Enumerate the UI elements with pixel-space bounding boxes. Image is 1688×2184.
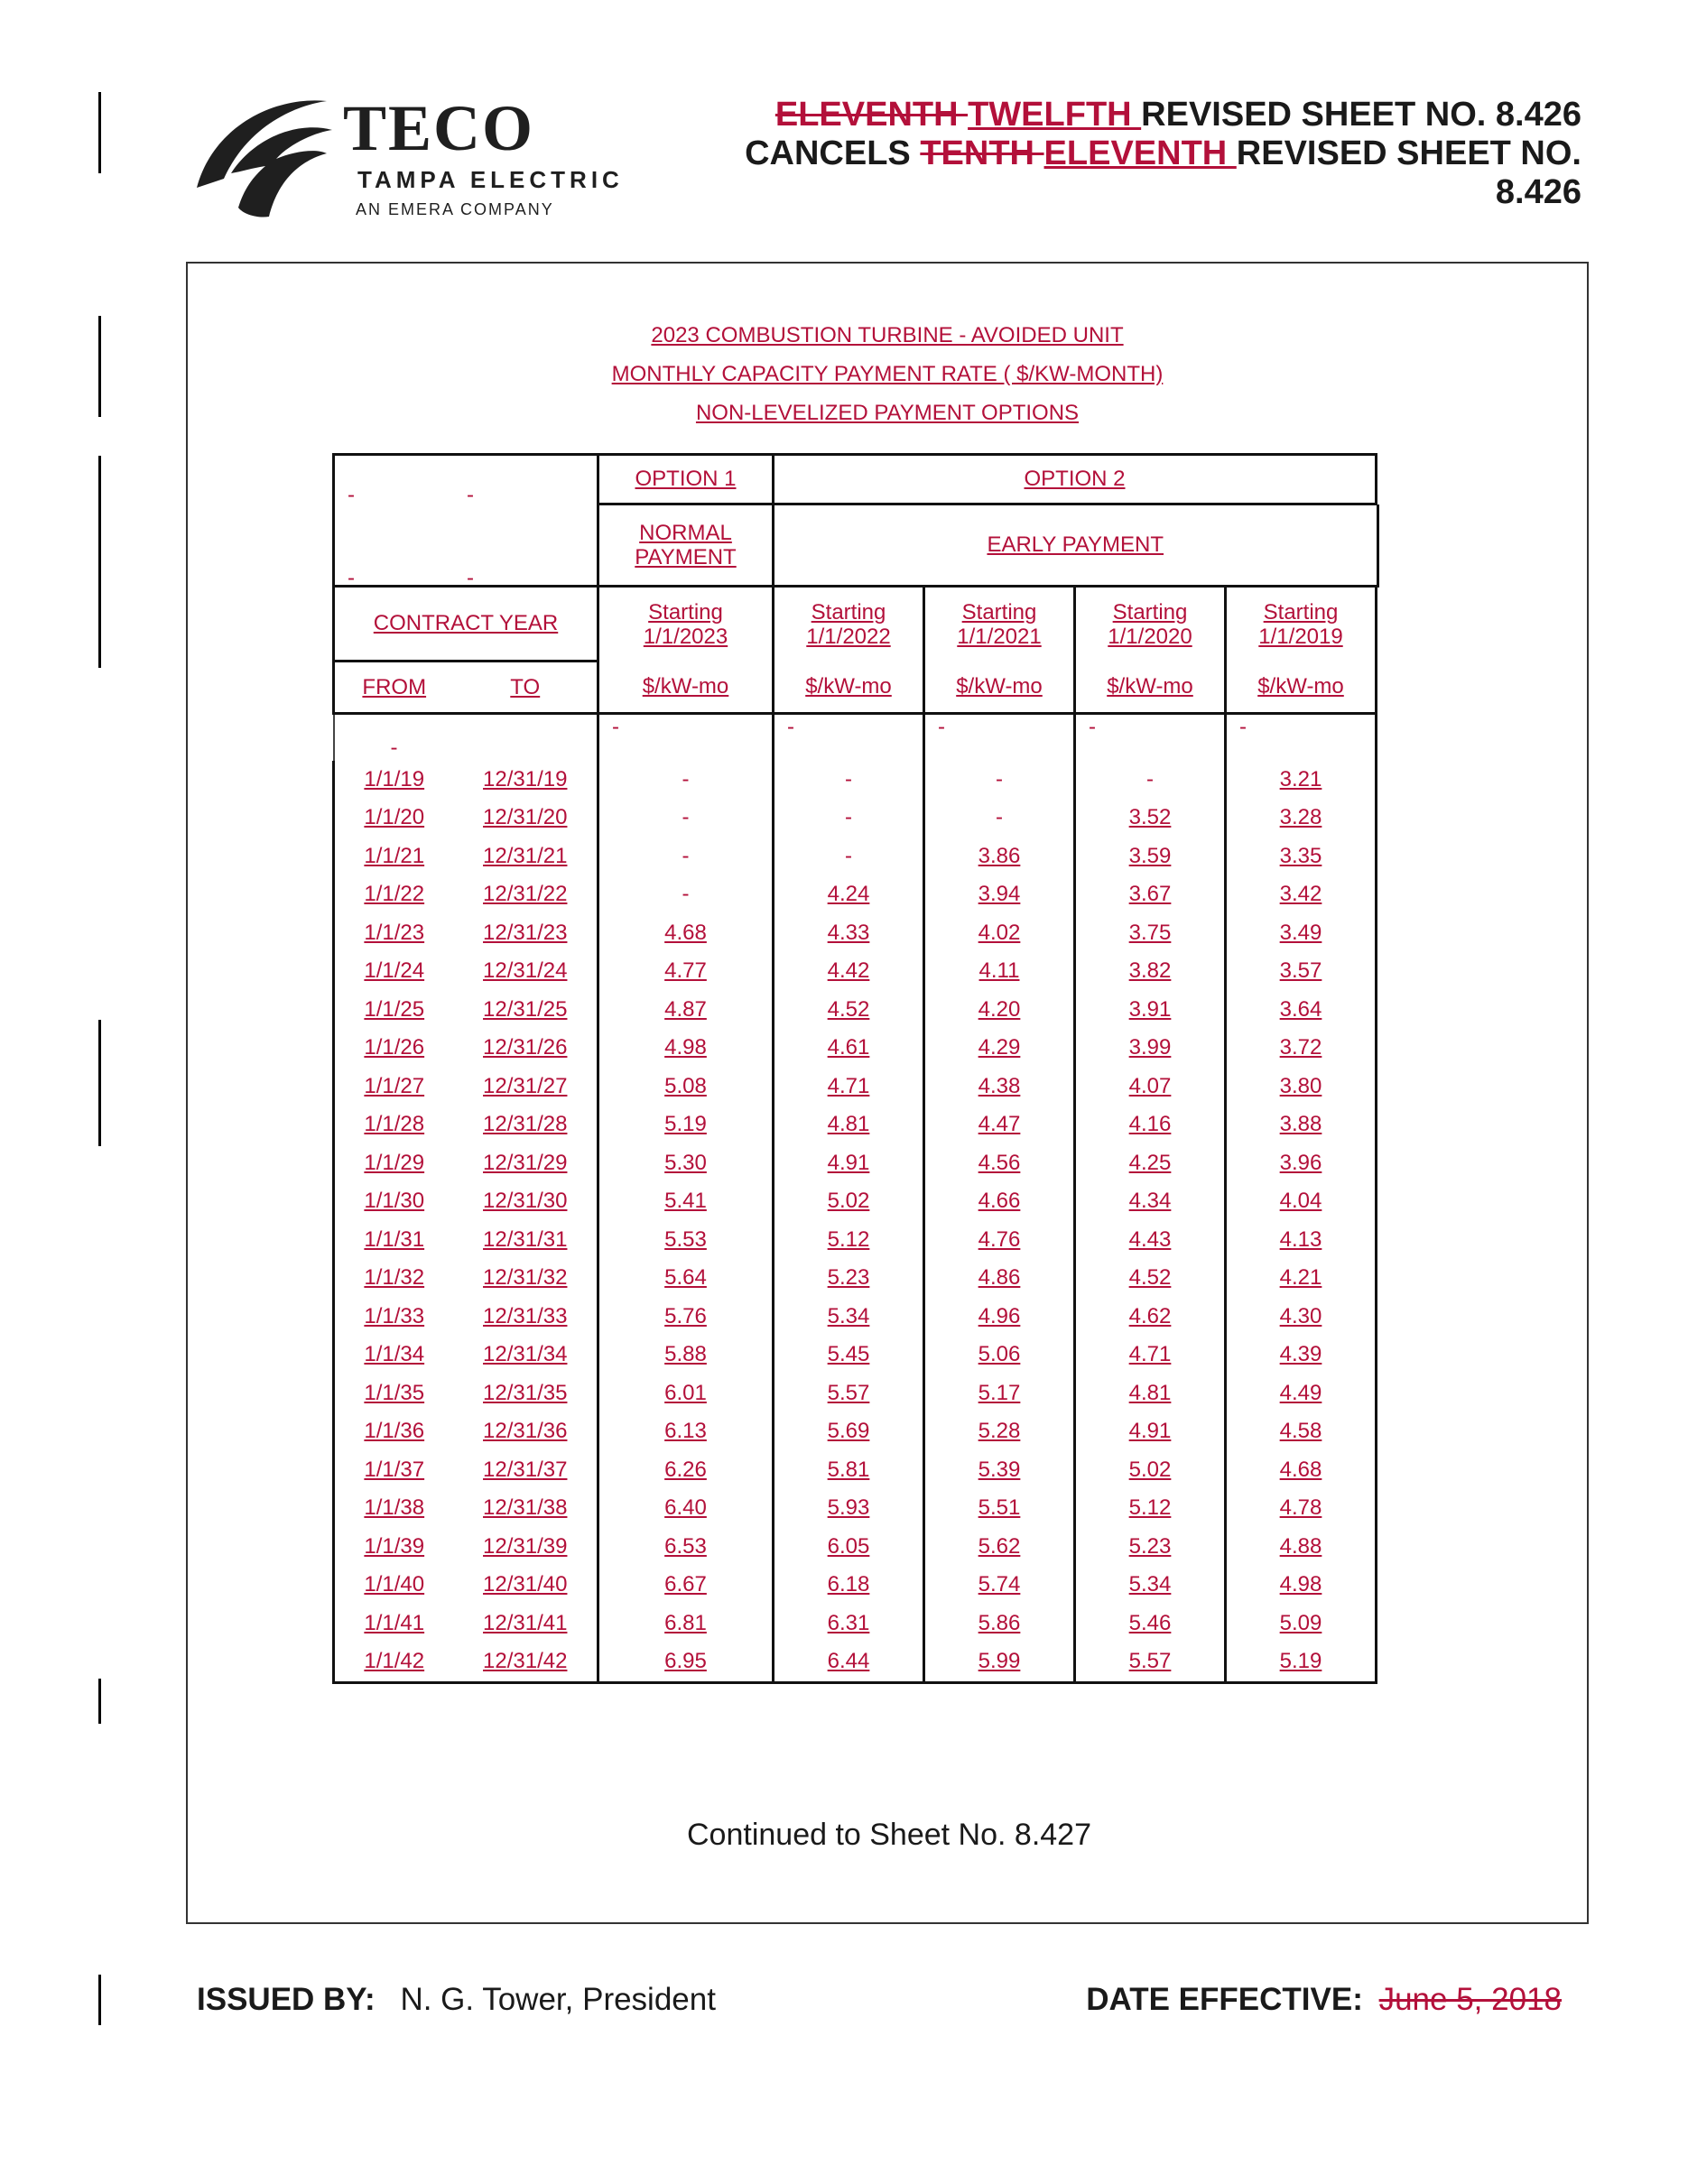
- logo-parent: AN EMERA COMPANY: [356, 200, 554, 218]
- table-row: [334, 875, 1378, 914]
- rate-cell: 4.58: [1226, 1412, 1377, 1451]
- table-row: [334, 1068, 1378, 1106]
- rate-cell: 6.95: [598, 1643, 774, 1682]
- to-cell: 12/31/42: [454, 1643, 598, 1682]
- cancels-sheet-text: REVISED SHEET NO.: [1236, 134, 1581, 172]
- to-cell: 12/31/25: [454, 991, 598, 1030]
- rate-cell: 4.33: [774, 914, 924, 953]
- from-cell: 1/1/41: [334, 1605, 454, 1643]
- dash-cell: -: [1226, 714, 1377, 761]
- rate-cell: 5.93: [774, 1489, 924, 1528]
- rate-cell: 3.75: [1075, 914, 1226, 953]
- rate-cell: 5.62: [924, 1528, 1075, 1567]
- from-cell: 1/1/28: [334, 1106, 454, 1144]
- table-row: [334, 1106, 1378, 1144]
- normal-payment-line: NORMAL: [639, 521, 732, 545]
- rate-cell: 3.57: [1226, 952, 1377, 991]
- tariff-frame: [186, 262, 1589, 1924]
- corner-dash: -: [467, 483, 474, 507]
- effective-date-struck: June 5, 2018: [1378, 1982, 1562, 2017]
- to-cell: 12/31/26: [454, 1029, 598, 1068]
- table-row: [334, 1029, 1378, 1068]
- table-row: [334, 1566, 1378, 1605]
- rate-cell: 5.86: [924, 1605, 1075, 1643]
- from-cell: 1/1/34: [334, 1336, 454, 1374]
- to-cell: 12/31/33: [454, 1298, 598, 1337]
- unit-header: $/kW-mo: [1075, 662, 1226, 714]
- dash-cell: -: [598, 714, 774, 761]
- rate-cell: 3.86: [924, 838, 1075, 876]
- rate-cell: 5.06: [924, 1336, 1075, 1374]
- from-cell: 1/1/40: [334, 1566, 454, 1605]
- sheet-header: [679, 96, 1581, 212]
- struck-revision: ELEVENTH: [774, 96, 969, 134]
- dash-cell: -: [774, 714, 924, 761]
- rate-cell: 4.38: [924, 1068, 1075, 1106]
- rate-cell: 5.23: [774, 1259, 924, 1298]
- rate-cell: 4.49: [1226, 1374, 1377, 1413]
- table-row: [334, 991, 1378, 1030]
- corner-dash: -: [348, 566, 355, 590]
- table-row: [334, 799, 1378, 838]
- rate-cell: 4.43: [1075, 1221, 1226, 1260]
- rate-cell: 3.91: [1075, 991, 1226, 1030]
- table-row: [334, 1643, 1378, 1682]
- to-cell: 12/31/20: [454, 799, 598, 838]
- dash-cell: -: [924, 714, 1075, 761]
- to-cell: 12/31/35: [454, 1374, 598, 1413]
- rate-cell: -: [598, 761, 774, 800]
- rate-cell: 4.34: [1075, 1182, 1226, 1221]
- rate-cell: 3.52: [1075, 799, 1226, 838]
- from-cell: 1/1/36: [334, 1412, 454, 1451]
- date-effective: [1086, 1982, 1562, 2018]
- rate-cell: 4.81: [774, 1106, 924, 1144]
- rate-cell: 5.09: [1226, 1605, 1377, 1643]
- revision-bar: [98, 456, 101, 668]
- rate-cell: -: [924, 799, 1075, 838]
- from-cell: 1/1/39: [334, 1528, 454, 1567]
- start-date-header: [598, 587, 774, 662]
- rate-cell: 4.25: [1075, 1144, 1226, 1183]
- rate-cell: 5.02: [1075, 1451, 1226, 1490]
- rate-cell: 4.47: [924, 1106, 1075, 1144]
- rate-cell: 3.80: [1226, 1068, 1377, 1106]
- to-cell: 12/31/39: [454, 1528, 598, 1567]
- normal-payment-line: PAYMENT: [635, 545, 737, 569]
- table-row: [334, 1451, 1378, 1490]
- cancels-label: CANCELS: [745, 134, 921, 172]
- company-logo: [191, 90, 679, 226]
- rate-cell: 5.51: [924, 1489, 1075, 1528]
- to-cell: 12/31/23: [454, 914, 598, 953]
- start-date: 1/1/2019: [1258, 624, 1343, 649]
- to-cell: 12/31/19: [454, 761, 598, 800]
- inserted-cancel-revision: ELEVENTH: [1043, 134, 1237, 172]
- to-cell: 12/31/29: [454, 1144, 598, 1183]
- rate-cell: 4.68: [1226, 1451, 1377, 1490]
- table-row: [334, 1221, 1378, 1260]
- title-line-3: NON-LEVELIZED PAYMENT OPTIONS: [695, 401, 1080, 425]
- rate-cell: 4.98: [598, 1029, 774, 1068]
- table-row: [334, 838, 1378, 876]
- issued-value: N. G. Tower, President: [400, 1982, 716, 2017]
- rate-cell: 4.24: [774, 875, 924, 914]
- rate-cell: 4.78: [1226, 1489, 1377, 1528]
- rate-cell: 4.42: [774, 952, 924, 991]
- rate-cell: 4.76: [924, 1221, 1075, 1260]
- title-line-1: 2023 COMBUSTION TURBINE - AVOIDED UNIT: [651, 323, 1124, 347]
- rate-cell: 5.28: [924, 1412, 1075, 1451]
- rate-cell: 4.62: [1075, 1298, 1226, 1337]
- rate-cell: 4.29: [924, 1029, 1075, 1068]
- rate-cell: 4.39: [1226, 1336, 1377, 1374]
- table-row: [334, 1605, 1378, 1643]
- normal-payment-header: [598, 504, 774, 587]
- starting-label: Starting: [961, 599, 1037, 625]
- sheet-number-line: [679, 96, 1581, 134]
- table-row: [334, 914, 1378, 953]
- rate-rows: [334, 714, 1378, 1683]
- revision-bar: [98, 1020, 101, 1146]
- from-cell: 1/1/23: [334, 914, 454, 953]
- rate-cell: 4.91: [1075, 1412, 1226, 1451]
- from-cell: 1/1/25: [334, 991, 454, 1030]
- continued-note: Continued to Sheet No. 8.427: [687, 1818, 1091, 1852]
- spacer-cell: [1377, 455, 1378, 504]
- rate-cell: 6.01: [598, 1374, 774, 1413]
- rate-cell: 4.96: [924, 1298, 1075, 1337]
- rate-cell: 5.53: [598, 1221, 774, 1260]
- rate-cell: 5.34: [774, 1298, 924, 1337]
- rate-cell: 4.52: [1075, 1259, 1226, 1298]
- cancels-sheet-number: 8.426: [1495, 173, 1581, 211]
- rate-cell: -: [598, 838, 774, 876]
- rate-cell: 3.67: [1075, 875, 1226, 914]
- starting-label: Starting: [648, 599, 723, 625]
- rate-cell: 5.08: [598, 1068, 774, 1106]
- revision-bar: [98, 1975, 101, 2025]
- teco-swoosh-icon: [191, 90, 336, 224]
- rate-cell: -: [774, 838, 924, 876]
- rate-cell: 5.39: [924, 1451, 1075, 1490]
- rate-cell: 4.04: [1226, 1182, 1377, 1221]
- table-row: [334, 1412, 1378, 1451]
- rate-cell: 4.87: [598, 991, 774, 1030]
- from-cell: 1/1/42: [334, 1643, 454, 1682]
- rate-cell: 6.13: [598, 1412, 774, 1451]
- from-cell: 1/1/38: [334, 1489, 454, 1528]
- rate-cell: 5.30: [598, 1144, 774, 1183]
- rate-cell: 4.11: [924, 952, 1075, 991]
- rate-cell: 4.98: [1226, 1566, 1377, 1605]
- rate-cell: 5.76: [598, 1298, 774, 1337]
- rate-cell: 5.88: [598, 1336, 774, 1374]
- unit-header: $/kW-mo: [774, 662, 924, 714]
- effective-label: DATE EFFECTIVE:: [1086, 1982, 1363, 2017]
- to-cell: 12/31/28: [454, 1106, 598, 1144]
- rate-cell: 3.94: [924, 875, 1075, 914]
- from-cell: 1/1/20: [334, 799, 454, 838]
- from-cell: 1/1/22: [334, 875, 454, 914]
- rate-cell: 5.64: [598, 1259, 774, 1298]
- rate-cell: 3.35: [1226, 838, 1377, 876]
- rate-cell: 6.05: [774, 1528, 924, 1567]
- rate-cell: 4.86: [924, 1259, 1075, 1298]
- from-cell: 1/1/31: [334, 1221, 454, 1260]
- to-cell: 12/31/40: [454, 1566, 598, 1605]
- rate-cell: 5.46: [1075, 1605, 1226, 1643]
- start-date-header: [774, 587, 924, 662]
- rate-cell: 4.07: [1075, 1068, 1226, 1106]
- dash-cell: [454, 714, 598, 761]
- table-row: [334, 1298, 1378, 1337]
- rate-cell: 5.17: [924, 1374, 1075, 1413]
- unit-header: $/kW-mo: [1226, 662, 1377, 714]
- revision-bar: [98, 92, 101, 173]
- title-line-2: MONTHLY CAPACITY PAYMENT RATE ( $/KW-MONTH): [611, 362, 1164, 386]
- logo-brand: TECO: [343, 92, 535, 164]
- to-cell: 12/31/31: [454, 1221, 598, 1260]
- table-row: [334, 1489, 1378, 1528]
- to-cell: 12/31/37: [454, 1451, 598, 1490]
- from-cell: 1/1/27: [334, 1068, 454, 1106]
- rate-cell: 4.56: [924, 1144, 1075, 1183]
- to-cell: 12/31/36: [454, 1412, 598, 1451]
- rate-cell: 4.71: [1075, 1336, 1226, 1374]
- rate-cell: 3.64: [1226, 991, 1377, 1030]
- rate-cell: 5.57: [1075, 1643, 1226, 1682]
- rate-cell: 6.81: [598, 1605, 774, 1643]
- unit-header: $/kW-mo: [598, 662, 774, 714]
- rate-cell: -: [598, 799, 774, 838]
- rate-cell: 5.99: [924, 1643, 1075, 1682]
- table-row: [334, 1336, 1378, 1374]
- from-cell: 1/1/30: [334, 1182, 454, 1221]
- rate-cell: 5.45: [774, 1336, 924, 1374]
- table-titles: [188, 316, 1587, 432]
- capacity-payment-table: [332, 453, 1379, 1684]
- rate-cell: 3.96: [1226, 1144, 1377, 1183]
- rate-cell: 4.68: [598, 914, 774, 953]
- rate-cell: 6.31: [774, 1605, 924, 1643]
- unit-header: $/kW-mo: [924, 662, 1075, 714]
- rate-cell: 4.81: [1075, 1374, 1226, 1413]
- from-cell: 1/1/29: [334, 1144, 454, 1183]
- rate-cell: 6.40: [598, 1489, 774, 1528]
- corner-dash: -: [467, 566, 474, 590]
- corner-dash: -: [348, 483, 355, 507]
- rate-cell: 3.49: [1226, 914, 1377, 953]
- rate-cell: 4.20: [924, 991, 1075, 1030]
- table-row: [334, 1259, 1378, 1298]
- rate-cell: 5.69: [774, 1412, 924, 1451]
- sheet-number-text: REVISED SHEET NO. 8.426: [1141, 96, 1581, 134]
- rate-cell: 3.28: [1226, 799, 1377, 838]
- to-cell: 12/31/32: [454, 1259, 598, 1298]
- dash-cell: -: [334, 714, 454, 761]
- option-1-header: OPTION 1: [598, 455, 774, 504]
- rate-cell: 4.30: [1226, 1298, 1377, 1337]
- from-cell: 1/1/32: [334, 1259, 454, 1298]
- to-cell: 12/31/24: [454, 952, 598, 991]
- dash-cell: -: [1075, 714, 1226, 761]
- revision-bar: [98, 316, 101, 417]
- rate-cell: 4.16: [1075, 1106, 1226, 1144]
- contract-year-header: CONTRACT YEAR: [334, 587, 598, 662]
- rate-cell: 4.91: [774, 1144, 924, 1183]
- rate-cell: 3.99: [1075, 1029, 1226, 1068]
- rate-cell: -: [924, 761, 1075, 800]
- rate-cell: 4.71: [774, 1068, 924, 1106]
- option-2-header: OPTION 2: [774, 455, 1377, 504]
- dash-row: [334, 714, 1378, 761]
- starting-label: Starting: [1112, 599, 1188, 625]
- rate-cell: 4.13: [1226, 1221, 1377, 1260]
- rate-cell: -: [1075, 761, 1226, 800]
- rate-cell: -: [774, 799, 924, 838]
- rate-cell: 5.12: [1075, 1489, 1226, 1528]
- from-cell: 1/1/37: [334, 1451, 454, 1490]
- from-header: FROM: [334, 662, 454, 714]
- cancels-line: [679, 134, 1581, 173]
- from-cell: 1/1/24: [334, 952, 454, 991]
- rate-cell: 5.34: [1075, 1566, 1226, 1605]
- rate-cell: 4.88: [1226, 1528, 1377, 1567]
- rate-cell: 3.59: [1075, 838, 1226, 876]
- from-cell: 1/1/26: [334, 1029, 454, 1068]
- to-cell: 12/31/38: [454, 1489, 598, 1528]
- rate-cell: 4.02: [924, 914, 1075, 953]
- rate-cell: 5.12: [774, 1221, 924, 1260]
- rate-cell: 3.88: [1226, 1106, 1377, 1144]
- rate-cell: 3.21: [1226, 761, 1377, 800]
- corner-cell: [334, 455, 598, 590]
- table-row: [334, 1182, 1378, 1221]
- start-date: 1/1/2022: [806, 624, 891, 649]
- rate-cell: 6.44: [774, 1643, 924, 1682]
- start-date-header: [1226, 587, 1377, 662]
- to-cell: 12/31/21: [454, 838, 598, 876]
- start-date: 1/1/2023: [643, 624, 728, 649]
- rate-cell: 5.81: [774, 1451, 924, 1490]
- rate-cell: -: [598, 875, 774, 914]
- from-cell: 1/1/21: [334, 838, 454, 876]
- issued-by: [197, 1982, 716, 2018]
- rate-cell: 6.53: [598, 1528, 774, 1567]
- from-cell: 1/1/35: [334, 1374, 454, 1413]
- to-cell: 12/31/27: [454, 1068, 598, 1106]
- to-cell: 12/31/34: [454, 1336, 598, 1374]
- table-row: [334, 761, 1378, 800]
- rate-cell: 4.21: [1226, 1259, 1377, 1298]
- rate-cell: 5.19: [598, 1106, 774, 1144]
- to-cell: 12/31/22: [454, 875, 598, 914]
- to-header: TO: [454, 662, 598, 714]
- start-date: 1/1/2021: [957, 624, 1042, 649]
- rate-cell: 4.66: [924, 1182, 1075, 1221]
- rate-cell: -: [774, 761, 924, 800]
- early-payment-header: EARLY PAYMENT: [774, 504, 1378, 587]
- rate-cell: 3.82: [1075, 952, 1226, 991]
- rate-cell: 5.23: [1075, 1528, 1226, 1567]
- revision-bar: [98, 1679, 101, 1724]
- rate-cell: 5.74: [924, 1566, 1075, 1605]
- start-date-header: [1075, 587, 1226, 662]
- table-row: [334, 1374, 1378, 1413]
- rate-cell: 5.19: [1226, 1643, 1377, 1682]
- rate-cell: 5.41: [598, 1182, 774, 1221]
- start-date: 1/1/2020: [1108, 624, 1192, 649]
- logo-company: TAMPA ELECTRIC: [357, 166, 624, 193]
- table-row: [334, 952, 1378, 991]
- starting-label: Starting: [811, 599, 886, 625]
- rate-cell: 4.77: [598, 952, 774, 991]
- inserted-revision: TWELFTH: [968, 96, 1142, 134]
- rate-cell: 6.18: [774, 1566, 924, 1605]
- starting-label: Starting: [1263, 599, 1339, 625]
- rate-cell: 3.42: [1226, 875, 1377, 914]
- rate-cell: 5.57: [774, 1374, 924, 1413]
- struck-cancel-revision: TENTH: [920, 134, 1044, 172]
- rate-cell: 6.26: [598, 1451, 774, 1490]
- rate-cell: 4.52: [774, 991, 924, 1030]
- to-cell: 12/31/41: [454, 1605, 598, 1643]
- rate-cell: 5.02: [774, 1182, 924, 1221]
- from-cell: 1/1/19: [334, 761, 454, 800]
- start-date-header: [924, 587, 1075, 662]
- issued-label: ISSUED BY:: [197, 1982, 376, 2017]
- table-row: [334, 1144, 1378, 1183]
- rate-cell: 3.72: [1226, 1029, 1377, 1068]
- rate-cell: 6.67: [598, 1566, 774, 1605]
- rate-cell: 4.61: [774, 1029, 924, 1068]
- table-row: [334, 1528, 1378, 1567]
- to-cell: 12/31/30: [454, 1182, 598, 1221]
- from-cell: 1/1/33: [334, 1298, 454, 1337]
